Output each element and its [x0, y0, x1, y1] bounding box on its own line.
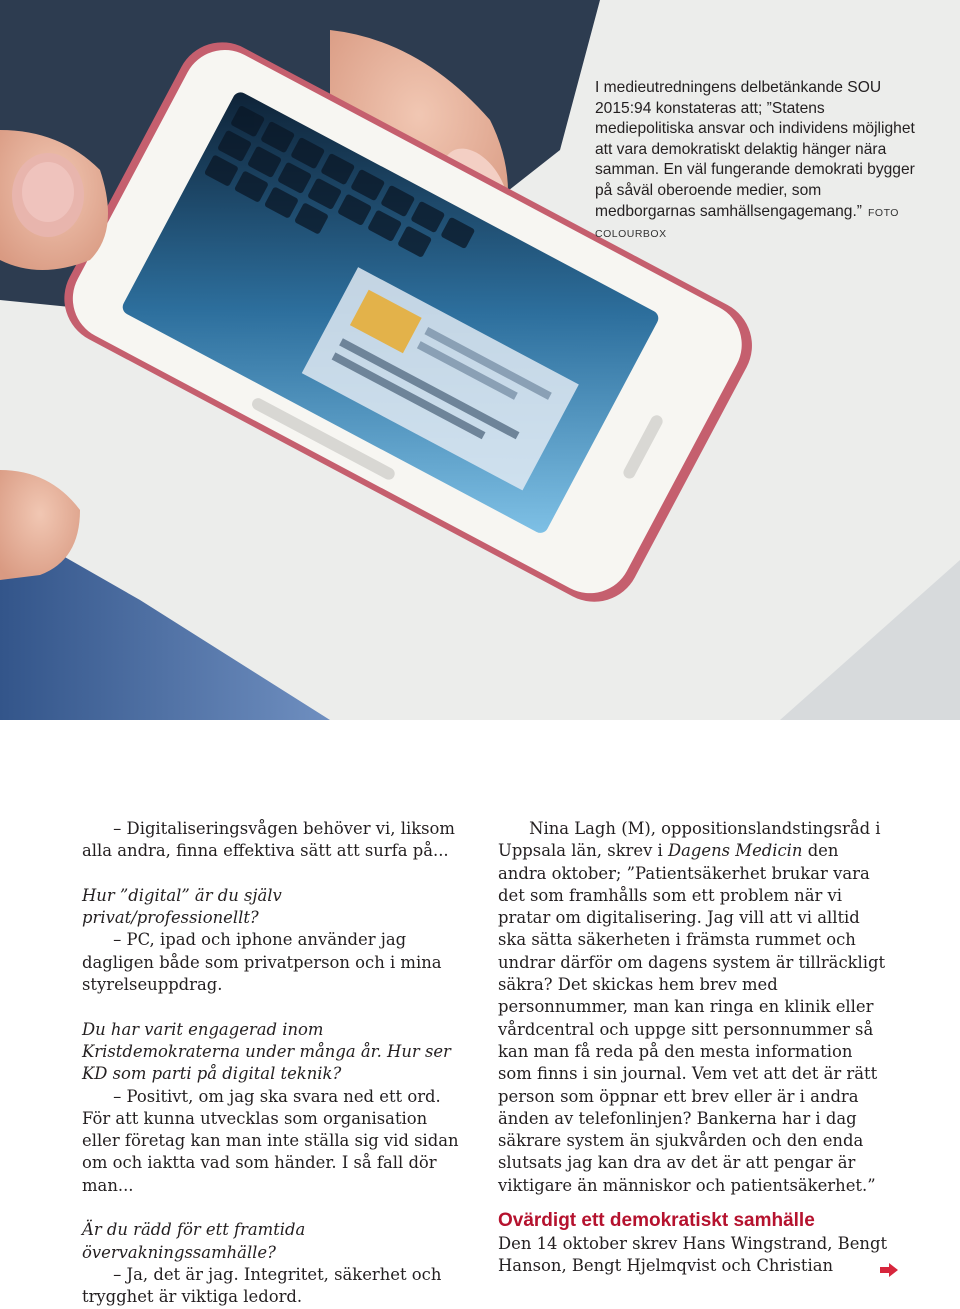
body-text: Nina Lagh (M), oppositionslandstingsråd i Uppsala län, skrev i [498, 819, 881, 861]
section-heading: Ovärdigt ett demokratiskt samhälle [498, 1210, 815, 1232]
answer-paragraph: – Digitaliseringsvågen behöver vi, liksom alla andra, finna effektiva sätt att surfa på... [82, 819, 455, 861]
publication-name: Dagens Medicin [668, 841, 803, 861]
right-column [498, 818, 888, 1278]
interview-question: Hur ”digital” är du själv privat/professionellt? [82, 885, 282, 928]
interview-question: Du har varit engagerad inom Kristdemokraterna under många år. Hur ser KD som parti på digital teknik? [82, 1019, 451, 1084]
arrow-right-icon [880, 1263, 898, 1277]
answer-paragraph: För att kunna utvecklas som organisation eller företag kan man inte ställa sig vid sidan om och iaktta vad som händer. I så fall dör man... [82, 1108, 459, 1195]
answer-paragraph: – Positivt, om jag ska svara ned ett ord. [113, 1086, 441, 1106]
answer-paragraph: – Ja, det är jag. Integritet, säkerhet och trygghet är viktiga ledord. [82, 1264, 442, 1307]
answer-paragraph: – PC, ipad och iphone använder jag dagligen både som privatperson och i mina styrelseuppdrag. [82, 930, 442, 995]
photo-credit: FOTO COLOURBOX [595, 206, 899, 241]
left-column [82, 818, 462, 1309]
photo-caption [595, 78, 925, 245]
caption-text: I medieutredningens delbetänkande SOU 2015:94 konstateras att; ”Statens mediepolitiska ansvar och individens möjlighet att vara demokratiskt delaktig hänger nära samman. En väl fungerande demokrati bygger på såväl oberoende medier, som medborgarnas samhällsengagemang.” [595, 79, 915, 220]
body-text: den andra oktober; ”Patientsäkerhet brukar vara det som framhålls som ett problem när vi pratar om digitalisering. Jag vill att vi alltid ska sätta säkerheten i främsta rummet och undrar därför om dagens system är tillräckligt säkra? Det skickas hem brev med personnummer, man kan ringa en klinik eller vårdcentral och uppge sitt personnummer så kan man få reda på den mesta information som finns i sin journal. Vem vet att det är rätt person som öppnar ett brev eller är i andra änden av telefonlinjen? Bankerna har i dag säkrare system än sjukvården och den enda slutsats jag kan dra av det är att pengar är viktigare än människor och patientsäkerhet.” [498, 841, 886, 1195]
body-paragraph [498, 818, 888, 1197]
interview-question: Är du rädd för ett framtida övervakningssamhälle? [82, 1220, 306, 1262]
body-paragraph: Den 14 oktober skrev Hans Wingstrand, Bengt Hanson, Bengt Hjelmqvist och Christian [498, 1234, 888, 1276]
